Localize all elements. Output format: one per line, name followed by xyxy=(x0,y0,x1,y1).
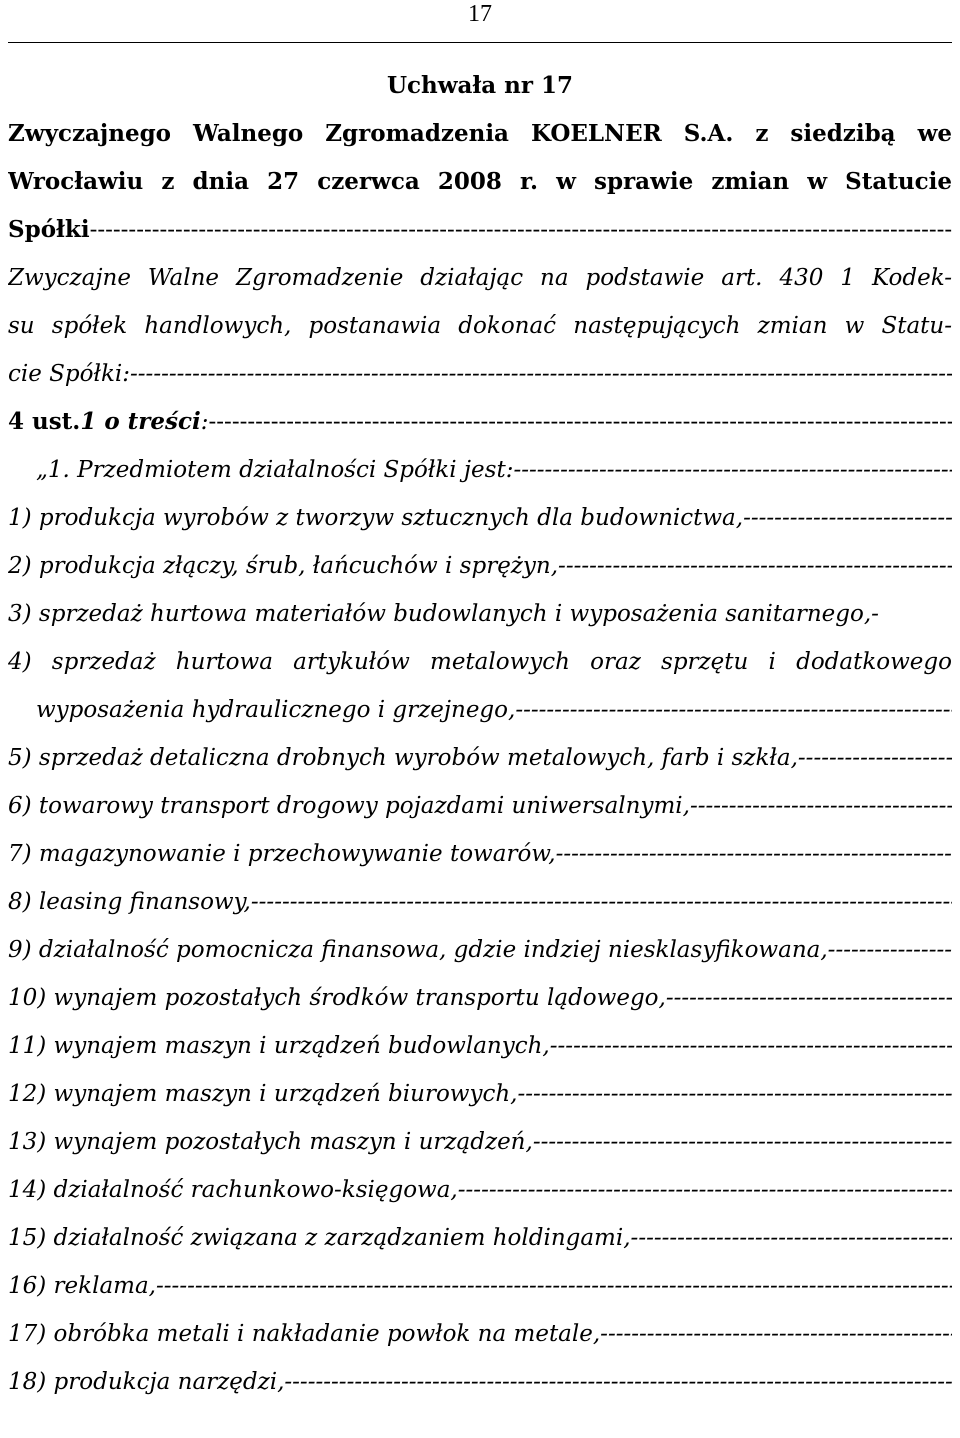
document-body xyxy=(8,62,952,1406)
list-item: 16) reklama, ----- xyxy=(8,1262,952,1310)
list-item: 10) wynajem pozostałych środków transportu lądowego, ----- xyxy=(8,974,952,1022)
list-item: 13) wynajem pozostałych maszyn i urządzeń, ----- xyxy=(8,1118,952,1166)
list-item: 9) działalność pomocnicza finansowa, gdzie indziej niesklasyfikowana, ----- xyxy=(8,926,952,974)
heading-line-2: Wrocławiu z dnia 27 czerwca 2008 r. w sprawie zmian w Statucie xyxy=(8,168,952,195)
intro-line-2: su spółek handlowych, postanawia dokonać następujących zmian w Statu- xyxy=(8,313,952,339)
section-ref: 4 ust. xyxy=(8,408,81,435)
list-item: 7) magazynowanie i przechowywanie towarów, ----- xyxy=(8,830,952,878)
page-number: 17 xyxy=(468,1,492,27)
list-item: 5) sprzedaż detaliczna drobnych wyrobów metalowych, farb i szkła, ----- xyxy=(8,734,952,782)
list-item: 15) działalność związana z zarządzaniem holdingami, ----- xyxy=(8,1214,952,1262)
list-item: 18) produkcja narzędzi, ----- xyxy=(8,1358,952,1406)
list-item: 17) obróbka metali i nakładanie powłok na metale, ----- xyxy=(8,1310,952,1358)
dash-filler xyxy=(209,398,952,446)
dash-filler xyxy=(130,350,952,398)
list-item: 2) produkcja złączy, śrub, łańcuchów i sprężyn, ----- xyxy=(8,542,952,590)
list-item: 12) wynajem maszyn i urządzeń biurowych, ----- xyxy=(8,1070,952,1118)
list-item: 11) wynajem maszyn i urządzeń budowlanych, ----- xyxy=(8,1022,952,1070)
section-rest: 1 o treści xyxy=(80,408,201,435)
list-item: 1) produkcja wyrobów z tworzyw sztucznych dla budownictwa, ----- xyxy=(8,494,952,542)
heading-line-3: Spółki ----- xyxy=(8,206,952,254)
dash-filler xyxy=(90,206,952,254)
resolution-title xyxy=(8,62,952,110)
intro-line-1: Zwyczajne Walne Zgromadzenie działając na podstawie art. 430 1 Kodek- xyxy=(8,265,952,291)
list-item: 14) działalność rachunkowo-księgowa, ----- xyxy=(8,1166,952,1214)
list-item: 3) sprzedaż hurtowa materiałów budowlanych i wyposażenia sanitarnego,- xyxy=(8,601,879,627)
header-rule xyxy=(8,42,952,43)
list-item: 4) sprzedaż hurtowa artykułów metalowych oraz sprzętu i dodatkowego xyxy=(8,649,952,675)
section-reference: 4 ust. 1 o treści : ----- xyxy=(8,398,952,446)
heading-line-1: Zwyczajnego Walnego Zgromadzenia KOELNER S.A. z siedzibą we xyxy=(8,120,952,147)
paragraph-intro: „1. Przedmiotem działalności Spółki jest: ----- xyxy=(8,446,952,494)
intro-line-3: cie Spółki: ----- xyxy=(8,350,952,398)
list-item: 6) towarowy transport drogowy pojazdami uniwersalnymi, ----- xyxy=(8,782,952,830)
list-item: 8) leasing finansowy, ----- xyxy=(8,878,952,926)
list-item-continuation: wyposażenia hydraulicznego i grzejnego, ----- xyxy=(8,686,952,734)
resolution-title-text: Uchwała nr 17 xyxy=(386,72,574,99)
